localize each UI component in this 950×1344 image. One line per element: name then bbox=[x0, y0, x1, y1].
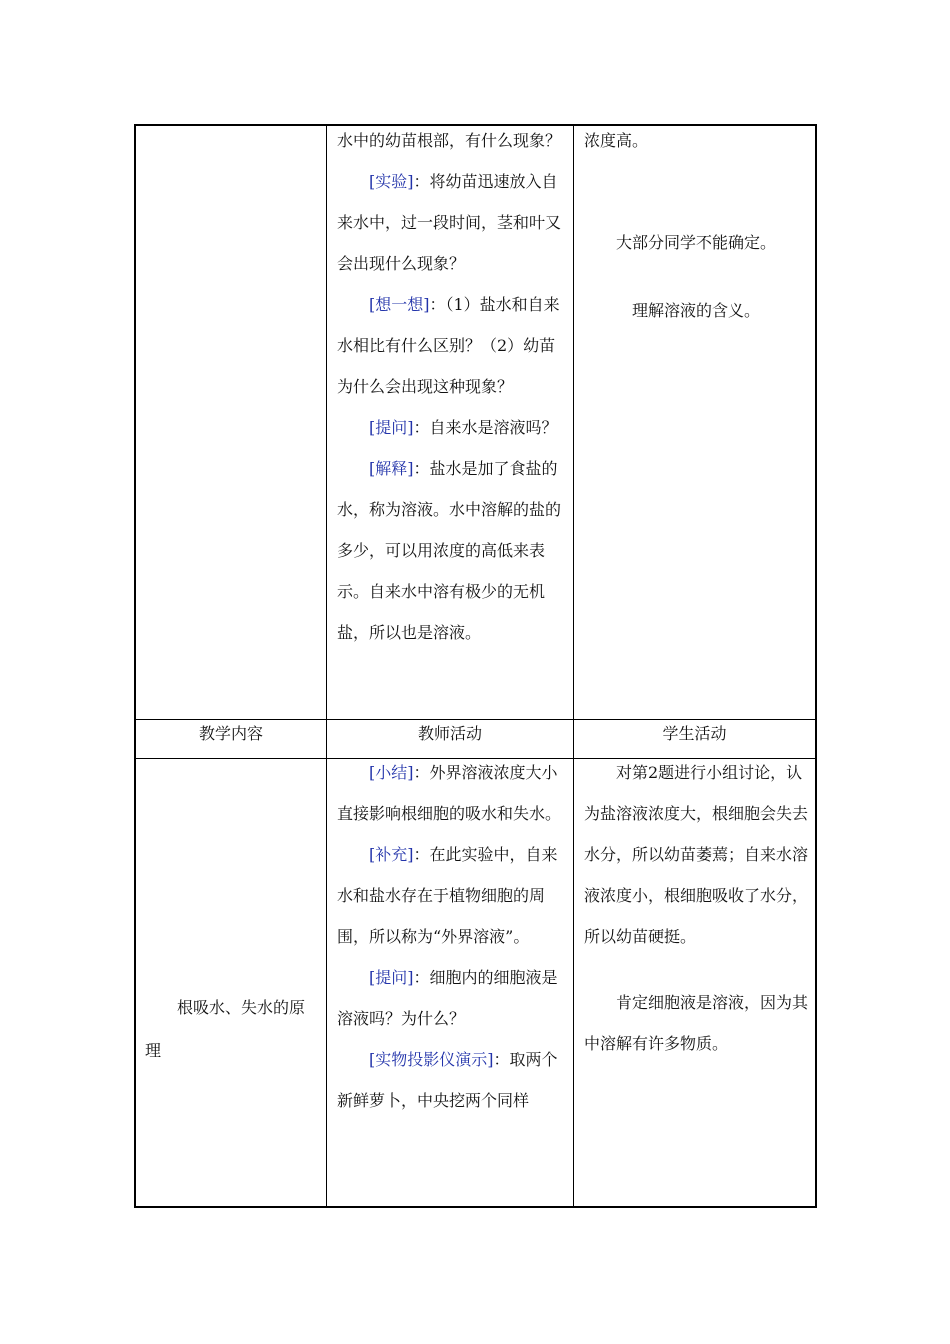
column-divider-1 bbox=[326, 124, 327, 1208]
paragraph-tag: [实验] bbox=[369, 172, 414, 191]
paragraph-tag: [小结] bbox=[369, 763, 414, 782]
paragraph-text: ：自来水是溶液吗？ bbox=[413, 418, 558, 437]
paragraph-tag: [解释] bbox=[369, 459, 414, 478]
paragraph-tag: [想一想] bbox=[369, 295, 430, 314]
paragraph-text: ：盐水是加了食盐的水，称为溶液。水中溶解的盐的多少，可以用浓度的高低来表示。自来水中溶有极少的无机盐，所以也是溶液。 bbox=[337, 459, 562, 642]
paragraph-text: ：取两个新鲜萝卜，中央挖两个同样 bbox=[337, 1050, 558, 1110]
table-border-right bbox=[815, 124, 817, 1208]
teacher-paragraph bbox=[337, 1039, 569, 1121]
paragraph-text: ：外界溶液浓度大小直接影响根细胞的吸水和失水。 bbox=[337, 763, 562, 823]
top-student-activity-3 bbox=[584, 290, 808, 331]
column-divider-2 bbox=[573, 124, 574, 1208]
student-line: 大部分同学不能确定。 bbox=[615, 233, 776, 252]
student-line: 浓度高。 bbox=[584, 131, 649, 150]
top-student-activity bbox=[584, 120, 808, 161]
paragraph-text: ：（1）盐水和自来水相比有什么区别？（2）幼苗为什么会出现这种现象？ bbox=[337, 295, 560, 396]
teacher-paragraph bbox=[337, 752, 569, 834]
paragraph-tag: [提问] bbox=[369, 418, 414, 437]
bottom-student-activity bbox=[584, 752, 808, 957]
bottom-teacher-activity bbox=[337, 752, 569, 1121]
table-border-left bbox=[134, 124, 136, 1208]
teacher-paragraph bbox=[337, 407, 569, 448]
teacher-paragraph bbox=[337, 834, 569, 957]
teacher-paragraph bbox=[337, 120, 569, 161]
paragraph-text: ：细胞内的细胞液是溶液吗？为什么？ bbox=[337, 968, 558, 1028]
student-paragraph: 对第2题进行小组讨论，认为盐溶液浓度大，根细胞会失去水分，所以幼苗萎蔫；自来水溶液浓度小，根细胞吸收了水分，所以幼苗硬挺。 bbox=[584, 763, 809, 946]
paragraph-tag: [补充] bbox=[369, 845, 414, 864]
paragraph-text: ：在此实验中，自来水和盐水存在于植物细胞的周围，所以称为“外界溶液”。 bbox=[337, 845, 558, 946]
header-row-top-line bbox=[134, 719, 817, 720]
student-paragraph: 肯定细胞液是溶液，因为其中溶解有许多物质。 bbox=[584, 993, 809, 1053]
teacher-paragraph bbox=[337, 161, 569, 284]
teacher-paragraph bbox=[337, 284, 569, 407]
bottom-student-activity-2 bbox=[584, 982, 808, 1064]
teacher-paragraph bbox=[337, 957, 569, 1039]
paragraph-tag: [提问] bbox=[369, 968, 414, 987]
student-line: 理解溶液的含义。 bbox=[631, 301, 760, 320]
top-teacher-activity bbox=[337, 120, 569, 653]
paragraph-tag: [实物投影仪演示] bbox=[369, 1050, 494, 1069]
paragraph-text: 水中的幼苗根部，有什么现象？ bbox=[337, 131, 562, 150]
top-student-activity-2 bbox=[584, 222, 808, 263]
header-teaching-content: 教学内容 bbox=[198, 724, 263, 743]
content-label-root-water-principle: 根吸水、失水的原理 bbox=[145, 998, 306, 1060]
header-student-activity: 学生活动 bbox=[662, 724, 727, 743]
paragraph-text: ：将幼苗迅速放入自来水中，过一段时间，茎和叶又会出现什么现象？ bbox=[337, 172, 562, 273]
header-teacher-activity: 教师活动 bbox=[417, 724, 482, 743]
teacher-paragraph bbox=[337, 448, 569, 653]
table-border-bottom bbox=[134, 1206, 817, 1208]
